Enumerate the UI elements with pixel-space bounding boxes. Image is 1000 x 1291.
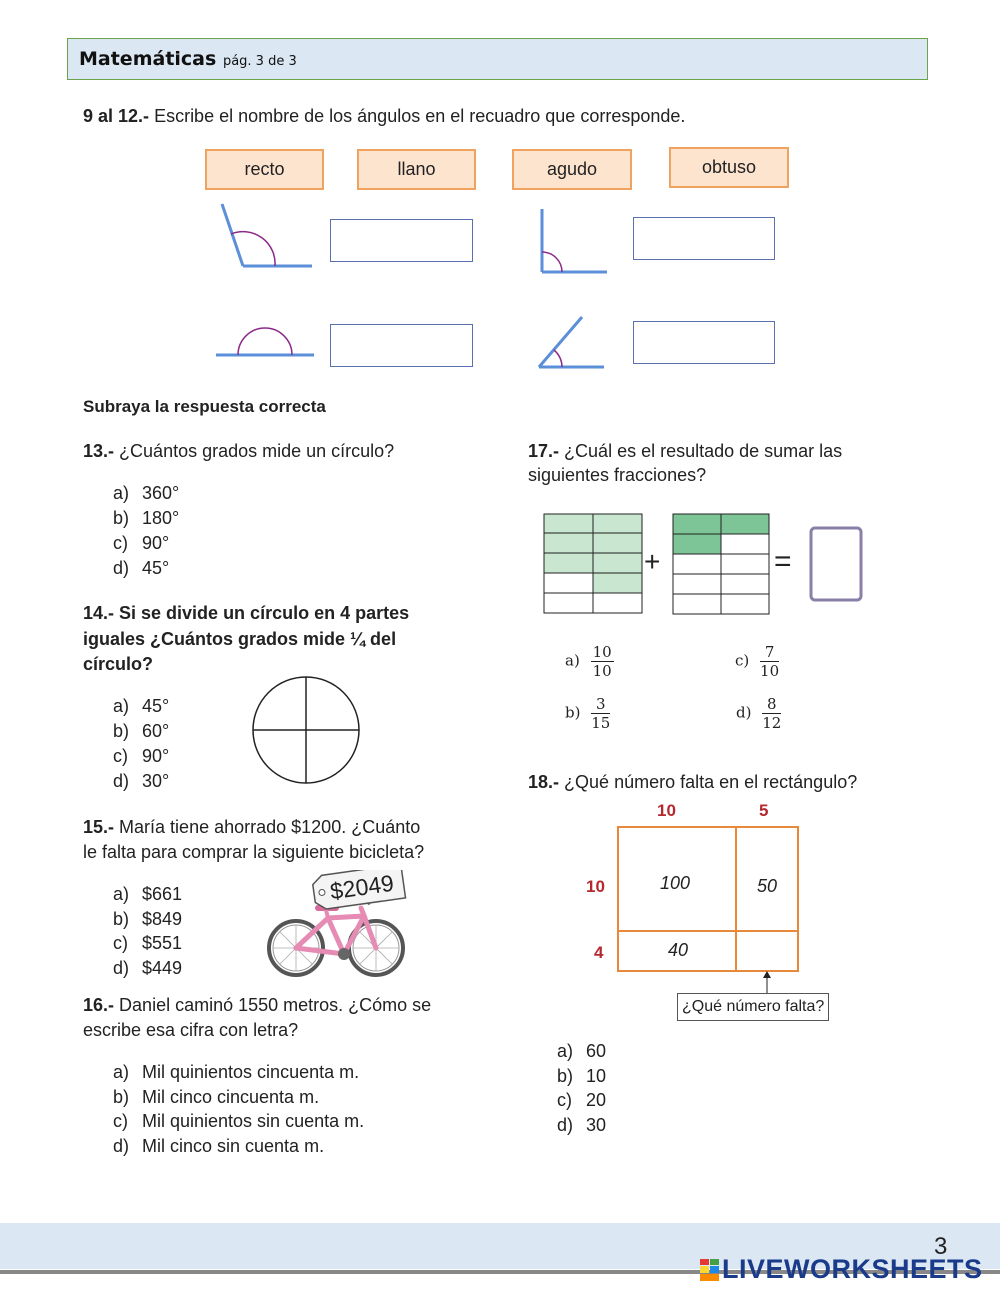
option[interactable]: d) $449 [113, 957, 183, 978]
q17-option-d[interactable]: d) $\frac{8}{12}$ [736, 695, 782, 732]
section-instruction: Subraya la respuesta correcta [83, 397, 326, 416]
q15-options [113, 882, 182, 980]
option[interactable]: b) 180° [113, 508, 180, 528]
right-angle-figure [535, 205, 610, 275]
side-label-4: 4 [594, 943, 604, 962]
option[interactable]: a) 45° [113, 696, 170, 716]
q17-option-c[interactable]: c) $\frac{7}{10}$ [735, 643, 780, 680]
cell-40: 40 [668, 940, 689, 960]
option[interactable]: b) Mil cinco cincuenta m. [113, 1086, 320, 1107]
missing-number-cell[interactable] [737, 933, 797, 970]
q9-prompt [83, 104, 685, 128]
quartered-circle-figure [249, 674, 363, 786]
q13-options [113, 481, 179, 581]
q9-text: Escribe el nombre de los ángulos en el recuadro que corresponde. [154, 106, 686, 126]
q13-prompt [83, 439, 394, 463]
equals-sign: = [774, 545, 792, 578]
obtuse-angle-figure [205, 198, 320, 273]
top-label-5: 5 [759, 801, 769, 820]
q16-options [113, 1060, 364, 1158]
word-card-agudo[interactable]: agudo [512, 149, 632, 190]
word-card-obtuso[interactable]: obtuso [669, 147, 789, 188]
option[interactable]: a) $661 [113, 884, 183, 904]
q17-option-b[interactable]: b) $\frac{3}{15}$ [565, 695, 611, 732]
price-tag-label: $2049 [328, 869, 396, 905]
q15-prompt: 15.- María tiene ahorrado $1200. ¿Cuánto le falta para comprar la siguiente bicicleta? [83, 817, 425, 862]
q14-options [113, 694, 169, 794]
side-label-10: 10 [586, 877, 605, 896]
option[interactable]: d) 45° [113, 558, 170, 578]
q16-prompt: 16.- Daniel caminó 1550 metros. ¿Cómo se escribe esa cifra con letra? [83, 995, 432, 1040]
cell-50: 50 [757, 876, 778, 896]
option[interactable]: c) 90° [113, 533, 170, 553]
q17-option-a[interactable]: a) $\frac{10}{10}$ [565, 643, 612, 680]
top-label-10: 10 [657, 801, 676, 820]
option[interactable]: c) $551 [113, 933, 183, 953]
straight-angle-figure [214, 325, 316, 360]
word-card-recto[interactable]: recto [205, 149, 324, 190]
liveworksheets-icon [700, 1259, 720, 1281]
q9-number: 9 al 12.- [83, 106, 150, 126]
callout-box: ¿Qué número falta? [677, 993, 829, 1021]
brand-logo [700, 1254, 983, 1285]
answer-box-1[interactable] [330, 219, 473, 262]
word-card-llano[interactable]: llano [357, 149, 476, 190]
acute-angle-figure [534, 313, 606, 371]
option[interactable]: a) 60 [557, 1041, 607, 1061]
q17-prompt: 17.- ¿Cuál es el resultado de sumar las siguientes fracciones? [528, 441, 843, 485]
answer-box-4[interactable] [633, 321, 775, 364]
q13-text: ¿Cuántos grados mide un círculo? [119, 441, 395, 461]
option[interactable]: a) 360° [113, 483, 180, 503]
option[interactable]: b) 60° [113, 721, 170, 741]
option[interactable]: c) 20 [557, 1090, 607, 1110]
page-number: 3 [934, 1233, 948, 1260]
option[interactable]: c) Mil quinientos sin cuenta m. [113, 1111, 365, 1131]
brand-name: LIVEWORKSHEETS [722, 1254, 983, 1284]
page-title [79, 48, 297, 70]
q13-number: 13.- [83, 441, 115, 461]
plus-sign: + [644, 546, 661, 577]
option[interactable]: d) 30° [113, 771, 170, 791]
option[interactable]: d) 30 [557, 1114, 607, 1135]
option[interactable]: c) 90° [113, 746, 170, 766]
q18-options [557, 1039, 606, 1137]
option[interactable]: b) 10 [557, 1065, 607, 1086]
q14-prompt: 14.- Si se divide un círculo en 4 partes iguales ¿Cuántos grados mide ¼ del círculo? [83, 603, 410, 674]
answer-box-3[interactable] [330, 324, 473, 367]
option[interactable]: d) Mil cinco sin cuenta m. [113, 1135, 325, 1156]
option[interactable]: b) $849 [113, 908, 183, 929]
page-info: pág. 3 de 3 [222, 54, 297, 69]
option[interactable]: a) Mil quinientos cincuenta m. [113, 1062, 360, 1082]
cell-100: 100 [660, 873, 691, 893]
q18-prompt: 18.- ¿Qué número falta en el rectángulo? [528, 772, 858, 792]
answer-box-2[interactable] [633, 217, 775, 260]
subject-label: Matemáticas [79, 48, 217, 70]
fraction-grids-figure [540, 510, 870, 618]
